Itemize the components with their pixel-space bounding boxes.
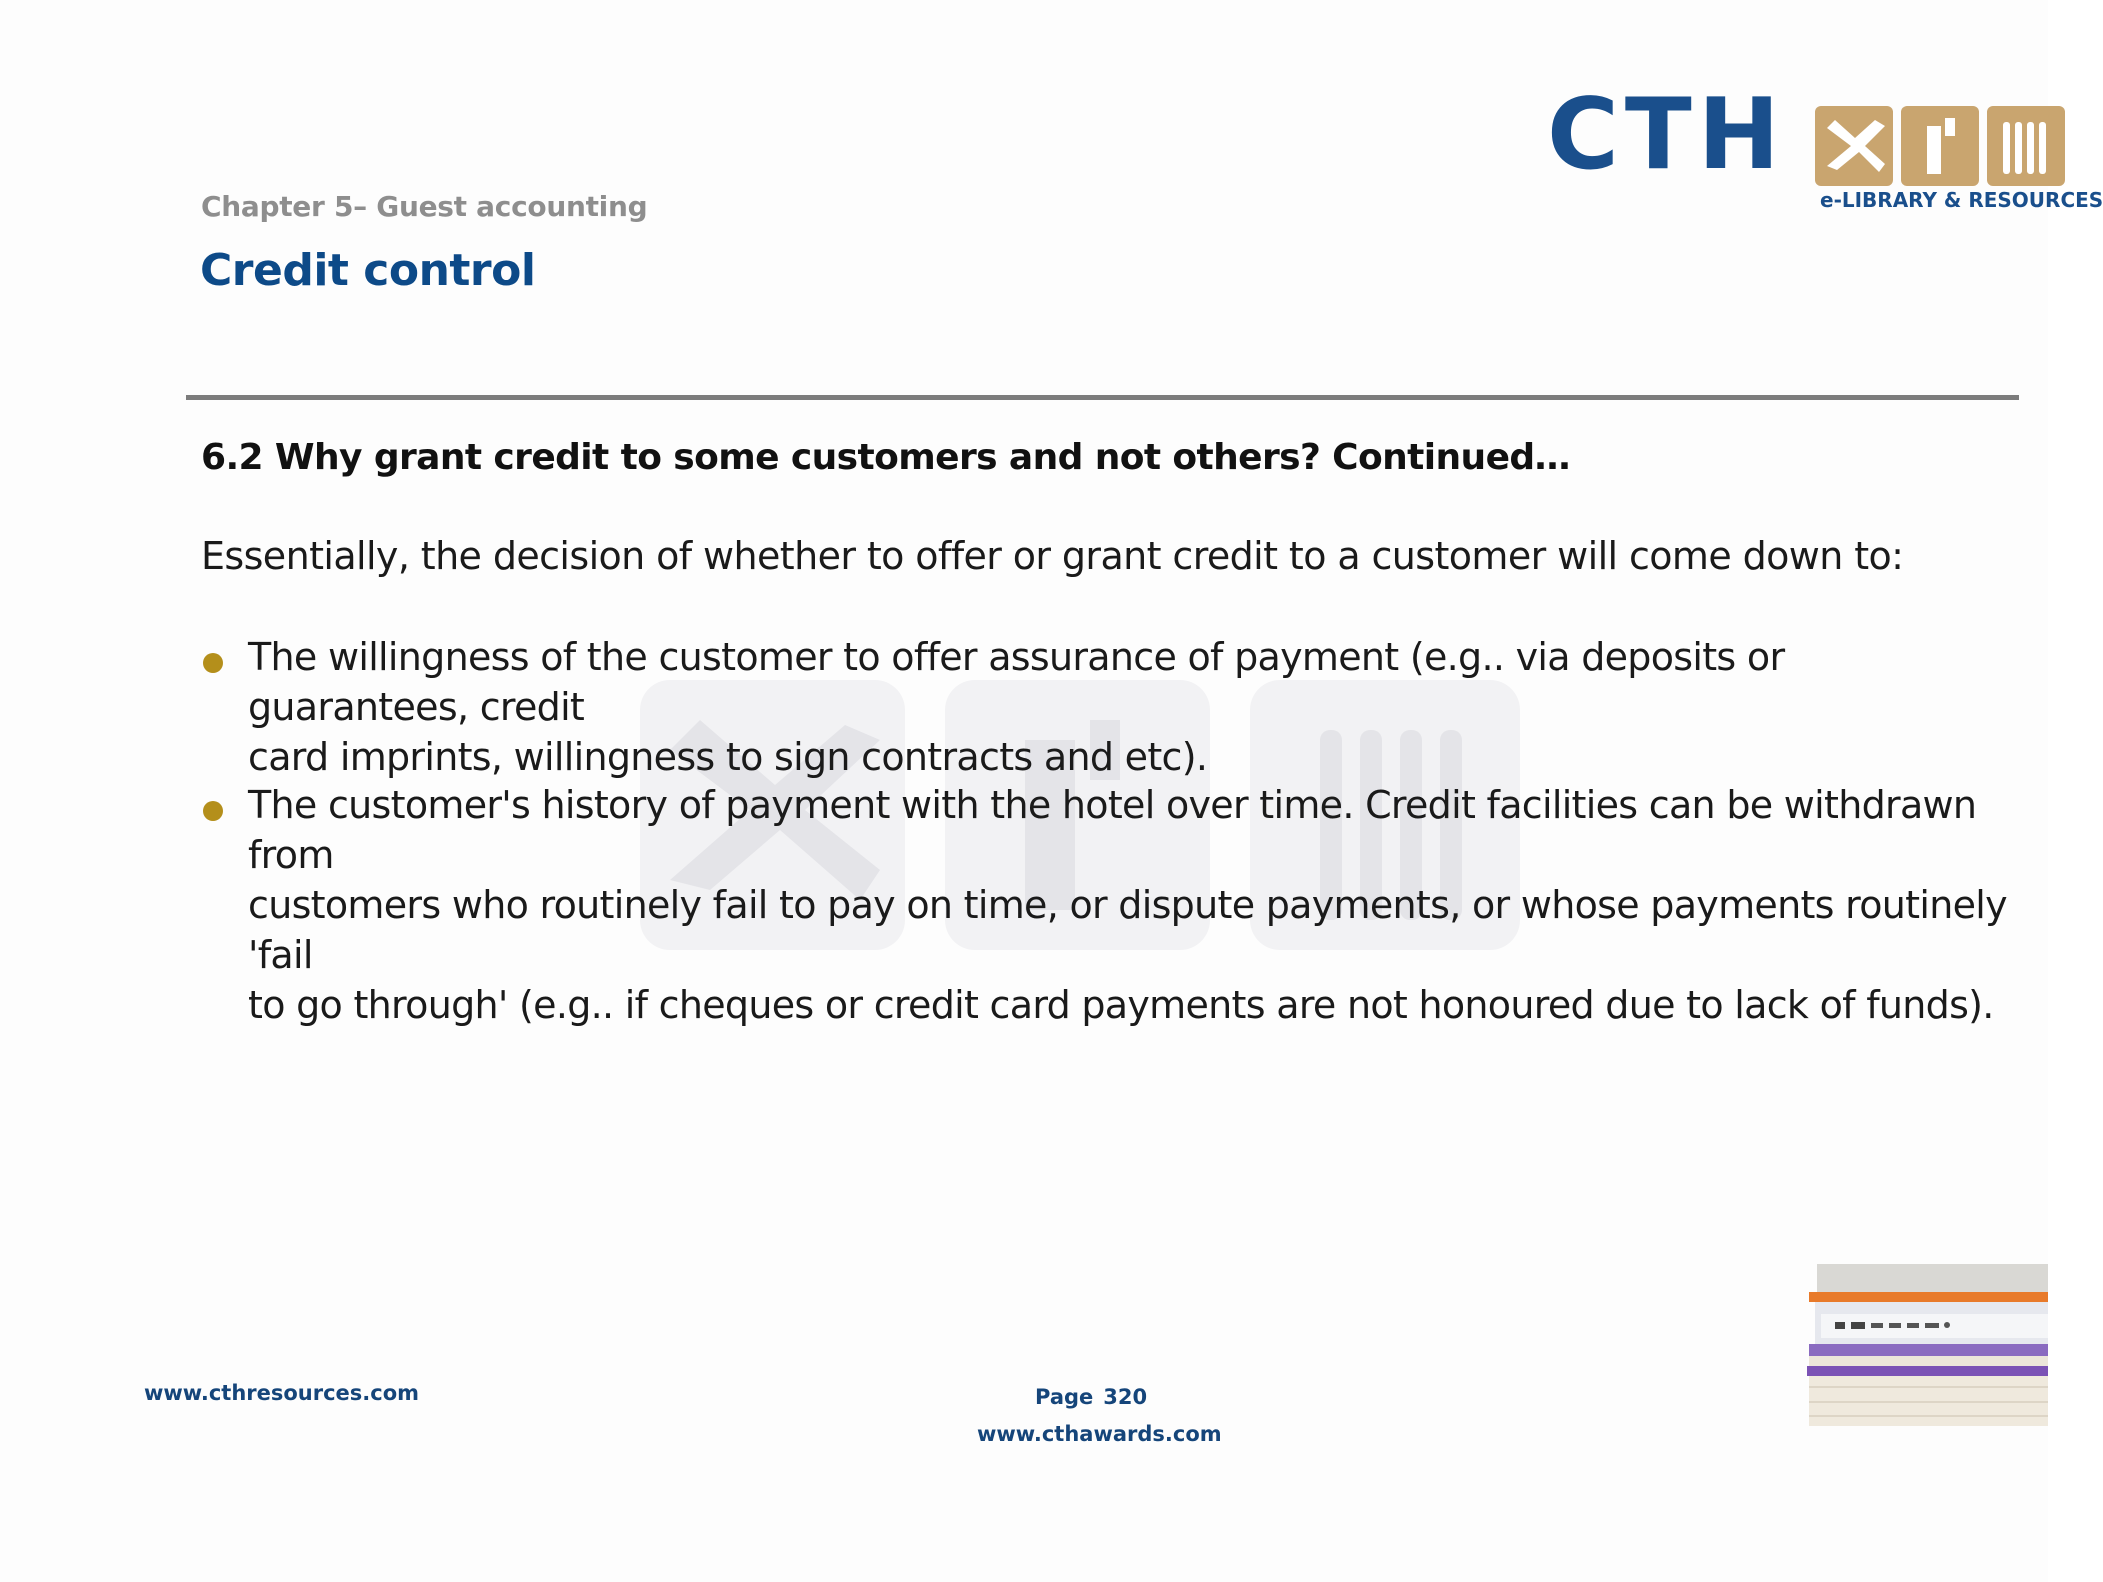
bullet-text [248, 780, 2008, 1030]
bullet-line: card imprints, willingness to sign contracts and etc). [248, 735, 1208, 779]
bullet-line: customers who routinely fail to pay on time, or dispute payments, or whose payments routinely 'fail [248, 883, 2007, 977]
cth-logo [1545, 78, 2103, 220]
books-laptop-image [1805, 1262, 2048, 1432]
footer-awards-link[interactable]: www.cthawards.com [977, 1422, 1222, 1446]
logo-tiles-icon [1815, 106, 2065, 186]
page-title: Credit control [200, 245, 536, 296]
bullet-text [248, 632, 2008, 782]
footer-resources-link[interactable]: www.cthresources.com [144, 1381, 420, 1405]
page-number-value: 320 [1103, 1385, 1148, 1409]
bullet-line: The willingness of the customer to offer assurance of payment (e.g.. via deposits or guarantees, credit [248, 635, 1785, 729]
section-heading: 6.2 Why grant credit to some customers and not others? Continued… [201, 437, 1570, 478]
bullet-icon [203, 653, 223, 673]
page-label: Page [1035, 1385, 1094, 1409]
logo-letters: CTH [1547, 78, 1786, 192]
intro-paragraph: Essentially, the decision of whether to offer or grant credit to a customer will come down to: [201, 534, 1904, 578]
logo-tagline: e-LIBRARY & RESOURCES [1820, 188, 2103, 212]
header-divider [186, 395, 2019, 400]
bullet-line: to go through' (e.g.. if cheques or credit card payments are not honoured due to lack of funds). [248, 983, 1994, 1027]
bullet-icon [203, 801, 223, 821]
bullet-line: The customer's history of payment with the hotel over time. Credit facilities can be withdrawn from [248, 783, 1977, 877]
page-number [1035, 1385, 1147, 1409]
chapter-label: Chapter 5– Guest accounting [201, 190, 648, 223]
